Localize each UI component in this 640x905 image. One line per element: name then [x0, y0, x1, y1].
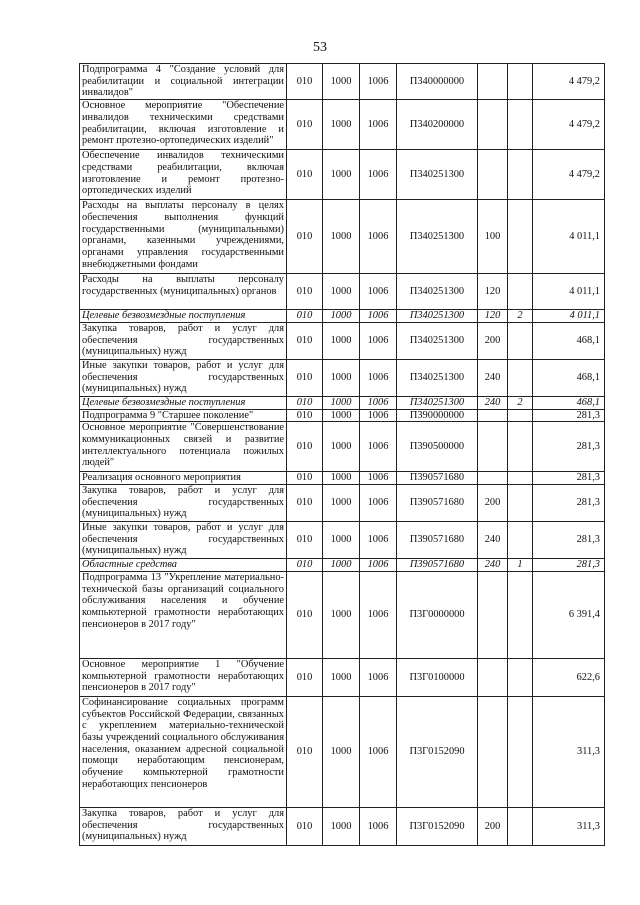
row-group: 1006: [360, 396, 397, 409]
table-row: [80, 200, 605, 274]
table-row: [80, 150, 605, 200]
row-group: 1006: [360, 472, 397, 485]
row-source: [508, 64, 533, 100]
row-group: 1006: [360, 696, 397, 807]
row-target-code: П390500000: [397, 422, 478, 472]
table-row: [80, 472, 605, 485]
row-expense-type: 240: [478, 396, 508, 409]
row-expense-type: [478, 696, 508, 807]
row-group: 1006: [360, 64, 397, 100]
row-amount: 4 011,1: [533, 200, 605, 274]
table-row: [80, 310, 605, 323]
row-section: 010: [287, 696, 323, 807]
row-target-code: П340251300: [397, 150, 478, 200]
row-target-code: П3Г0152090: [397, 696, 478, 807]
budget-table: [79, 63, 605, 846]
row-amount: 6 391,4: [533, 571, 605, 658]
row-name: Иные закупки товаров, работ и услуг для обеспечения государственных (муниципальных) нужд: [80, 359, 287, 396]
row-group: 1006: [360, 150, 397, 200]
row-amount: 281,3: [533, 484, 605, 521]
row-source: 1: [508, 558, 533, 571]
row-expense-type: [478, 64, 508, 100]
row-name: Подпрограмма 4 "Создание условий для реабилитации и социальной интеграции инвалидов": [80, 64, 287, 100]
row-section: 010: [287, 484, 323, 521]
row-section: 010: [287, 558, 323, 571]
table-row: [80, 396, 605, 409]
row-subsection: 1000: [323, 558, 360, 571]
row-amount: 281,3: [533, 472, 605, 485]
row-amount: 468,1: [533, 396, 605, 409]
row-subsection: 1000: [323, 359, 360, 396]
row-amount: 281,3: [533, 422, 605, 472]
row-name: Подпрограмма 13 "Укрепление материально-технической базы организаций социального обслуживания населения и обучение компьютерной грамотности неработающих пенсионеров в 2017 году": [80, 571, 287, 658]
row-name: Целевые безвозмездные поступления: [80, 310, 287, 323]
row-group: 1006: [360, 807, 397, 845]
row-expense-type: 240: [478, 558, 508, 571]
row-section: 010: [287, 422, 323, 472]
row-subsection: 1000: [323, 150, 360, 200]
row-amount: 4 479,2: [533, 64, 605, 100]
row-name: Расходы на выплаты персоналу государственных (муниципальных) органов: [80, 274, 287, 310]
row-section: 010: [287, 150, 323, 200]
row-source: [508, 359, 533, 396]
table-row: [80, 359, 605, 396]
row-name: Областные средства: [80, 558, 287, 571]
row-section: 010: [287, 396, 323, 409]
row-source: [508, 322, 533, 359]
row-subsection: 1000: [323, 64, 360, 100]
row-amount: 281,3: [533, 409, 605, 422]
row-subsection: 1000: [323, 409, 360, 422]
row-section: 010: [287, 571, 323, 658]
row-name: Иные закупки товаров, работ и услуг для обеспечения государственных (муниципальных) нужд: [80, 521, 287, 558]
row-target-code: П3Г0152090: [397, 807, 478, 845]
row-target-code: П340251300: [397, 322, 478, 359]
row-name: Расходы на выплаты персоналу в целях обеспечения выполнения функций государственными (муниципальными) органами, казенными учреждениями, органами управления государственными внебюджетными фондами: [80, 200, 287, 274]
row-subsection: 1000: [323, 696, 360, 807]
row-amount: 311,3: [533, 696, 605, 807]
row-group: 1006: [360, 658, 397, 696]
budget-table-body: [80, 64, 605, 846]
row-source: [508, 100, 533, 150]
row-group: 1006: [360, 571, 397, 658]
row-group: 1006: [360, 100, 397, 150]
row-source: [508, 571, 533, 658]
row-subsection: 1000: [323, 310, 360, 323]
row-group: 1006: [360, 274, 397, 310]
row-expense-type: 200: [478, 807, 508, 845]
row-section: 010: [287, 322, 323, 359]
row-name: Целевые безвозмездные поступления: [80, 396, 287, 409]
row-expense-type: [478, 571, 508, 658]
row-expense-type: 200: [478, 322, 508, 359]
row-expense-type: 120: [478, 310, 508, 323]
row-section: 010: [287, 472, 323, 485]
table-row: [80, 274, 605, 310]
row-source: [508, 150, 533, 200]
row-amount: 281,3: [533, 521, 605, 558]
row-section: 010: [287, 274, 323, 310]
row-group: 1006: [360, 521, 397, 558]
row-group: 1006: [360, 200, 397, 274]
row-name: Закупка товаров, работ и услуг для обеспечения государственных (муниципальных) нужд: [80, 484, 287, 521]
row-target-code: П340251300: [397, 310, 478, 323]
row-subsection: 1000: [323, 322, 360, 359]
row-subsection: 1000: [323, 274, 360, 310]
row-target-code: П390571680: [397, 521, 478, 558]
row-target-code: П340251300: [397, 274, 478, 310]
row-source: 2: [508, 310, 533, 323]
row-source: [508, 658, 533, 696]
row-source: [508, 696, 533, 807]
row-name: Основное мероприятие "Совершенствование коммуникационных связей и развитие интеллектуального потенциала пожилых людей": [80, 422, 287, 472]
row-amount: 281,3: [533, 558, 605, 571]
row-name: Обеспечение инвалидов техническими средствами реабилитации, включая изготовление и ремонт протезно-ортопедических изделий: [80, 150, 287, 200]
table-row: [80, 422, 605, 472]
row-target-code: П390571680: [397, 558, 478, 571]
row-target-code: П340251300: [397, 359, 478, 396]
row-section: 010: [287, 100, 323, 150]
row-name: Основное мероприятие 1 "Обучение компьютерной грамотности неработающих пенсионеров в 2017 году": [80, 658, 287, 696]
row-amount: 4 011,1: [533, 274, 605, 310]
row-subsection: 1000: [323, 422, 360, 472]
row-target-code: П390571680: [397, 484, 478, 521]
row-amount: 4 479,2: [533, 150, 605, 200]
row-target-code: П340251300: [397, 396, 478, 409]
table-row: [80, 807, 605, 845]
table-row: [80, 658, 605, 696]
row-expense-type: [478, 472, 508, 485]
row-target-code: П390000000: [397, 409, 478, 422]
row-section: 010: [287, 310, 323, 323]
row-subsection: 1000: [323, 200, 360, 274]
row-name: Софинансирование социальных программ субъектов Российской Федерации, связанных с укреплением материально-технической базы учреждений социального обслуживания населения, оказанием адресной социальной помощи неработающим пенсионерам, обучение компьютерной грамотности неработающих пенсионеров: [80, 696, 287, 807]
row-amount: 468,1: [533, 359, 605, 396]
row-expense-type: 240: [478, 521, 508, 558]
row-expense-type: [478, 150, 508, 200]
row-expense-type: [478, 658, 508, 696]
table-row: [80, 100, 605, 150]
row-group: 1006: [360, 484, 397, 521]
row-target-code: П340251300: [397, 200, 478, 274]
row-source: [508, 422, 533, 472]
row-source: [508, 200, 533, 274]
row-subsection: 1000: [323, 396, 360, 409]
table-row: [80, 696, 605, 807]
row-section: 010: [287, 359, 323, 396]
row-expense-type: [478, 100, 508, 150]
row-target-code: П3Г0000000: [397, 571, 478, 658]
table-row: [80, 409, 605, 422]
row-group: 1006: [360, 310, 397, 323]
row-name: Закупка товаров, работ и услуг для обеспечения государственных (муниципальных) нужд: [80, 807, 287, 845]
row-amount: 311,3: [533, 807, 605, 845]
row-subsection: 1000: [323, 807, 360, 845]
row-source: [508, 274, 533, 310]
row-group: 1006: [360, 322, 397, 359]
row-target-code: П340200000: [397, 100, 478, 150]
row-amount: 468,1: [533, 322, 605, 359]
row-source: [508, 409, 533, 422]
row-subsection: 1000: [323, 658, 360, 696]
row-section: 010: [287, 200, 323, 274]
row-group: 1006: [360, 422, 397, 472]
row-subsection: 1000: [323, 472, 360, 485]
row-amount: 4 479,2: [533, 100, 605, 150]
row-expense-type: 200: [478, 484, 508, 521]
page-number: 53: [313, 40, 327, 55]
row-name: Основное мероприятие "Обеспечение инвалидов техническими средствами реабилитации, включая изготовление и ремонт протезно-ортопедических изделий": [80, 100, 287, 150]
row-name: Закупка товаров, работ и услуг для обеспечения государственных (муниципальных) нужд: [80, 322, 287, 359]
row-subsection: 1000: [323, 571, 360, 658]
row-subsection: 1000: [323, 521, 360, 558]
row-source: [508, 521, 533, 558]
row-section: 010: [287, 807, 323, 845]
row-group: 1006: [360, 409, 397, 422]
table-row: [80, 571, 605, 658]
row-target-code: П3Г0100000: [397, 658, 478, 696]
table-row: [80, 64, 605, 100]
row-source: 2: [508, 396, 533, 409]
row-name: Подпрограмма 9 "Старшее поколение": [80, 409, 287, 422]
row-target-code: П340000000: [397, 64, 478, 100]
row-subsection: 1000: [323, 484, 360, 521]
row-section: 010: [287, 521, 323, 558]
row-group: 1006: [360, 359, 397, 396]
row-name: Реализация основного мероприятия: [80, 472, 287, 485]
row-section: 010: [287, 658, 323, 696]
table-row: [80, 521, 605, 558]
row-expense-type: 240: [478, 359, 508, 396]
row-amount: 4 011,1: [533, 310, 605, 323]
row-amount: 622,6: [533, 658, 605, 696]
row-section: 010: [287, 64, 323, 100]
row-expense-type: [478, 422, 508, 472]
row-source: [508, 807, 533, 845]
row-group: 1006: [360, 558, 397, 571]
row-target-code: П390571680: [397, 472, 478, 485]
row-expense-type: 100: [478, 200, 508, 274]
row-source: [508, 484, 533, 521]
row-subsection: 1000: [323, 100, 360, 150]
row-expense-type: 120: [478, 274, 508, 310]
table-row: [80, 322, 605, 359]
row-source: [508, 472, 533, 485]
row-section: 010: [287, 409, 323, 422]
row-expense-type: [478, 409, 508, 422]
table-row: [80, 558, 605, 571]
table-row: [80, 484, 605, 521]
